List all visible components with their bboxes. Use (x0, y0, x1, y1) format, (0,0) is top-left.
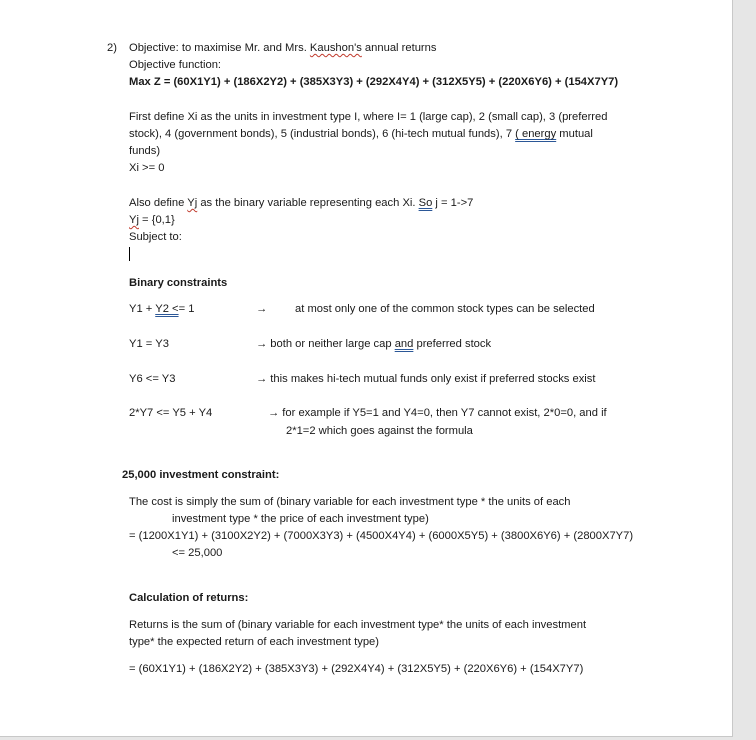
arrow-icon: → (256, 338, 268, 350)
definition-nonneg: Xi >= 0 (129, 162, 165, 174)
yj-set-post: = {0,1} (138, 214, 175, 226)
investment-text-2: investment type * the price of each investment type) (172, 513, 429, 525)
yj-post: j = 1->7 (432, 197, 474, 209)
returns-text-1: Returns is the sum of (binary variable for each investment type* the units of each investment (129, 619, 587, 631)
yj-so: So (418, 197, 433, 209)
yj-pre: Also define (129, 197, 188, 209)
arrow-icon: → (256, 373, 268, 385)
investment-formula: = (1200X1Y1) + (3100X2Y2) + (7000X3Y3) + (4500X4Y4) + (6000X5Y5) + (3800X6Y6) + (2800X7Y7) (129, 530, 634, 542)
objective-line (129, 40, 436, 56)
definition-line-2-post: mutual (556, 128, 593, 140)
binary-constraint-1-underlined: Y2 < (155, 303, 179, 315)
subject-to: Subject to: (129, 231, 182, 243)
returns-text-2: type* the expected return of each investment type) (129, 636, 379, 648)
objective-text-post: annual returns (361, 42, 437, 54)
investment-text-1: The cost is simply the sum of (binary variable for each investment type * the units of each (129, 496, 571, 508)
arrow-icon: → (268, 407, 280, 419)
binary-explain-2-pre: both or neither large cap (270, 338, 395, 350)
definition-line-2 (129, 126, 593, 142)
yj-set-word: Yj (129, 214, 139, 226)
binary-constraint-4: 2*Y7 <= Y5 + Y4 (129, 407, 213, 419)
objective-name: Kaushon's (309, 42, 362, 54)
binary-explain-2-and: and (394, 338, 414, 350)
yj-mid: as the binary variable representing each Xi. (197, 197, 419, 209)
definition-line-2-pre: stock), 4 (government bonds), 5 (industrial bonds), 6 (hi-tech mutual funds), 7 (129, 128, 516, 140)
objective-function-label: Objective function: (129, 59, 222, 71)
binary-heading: Binary constraints (129, 277, 228, 289)
arrow-icon: → (256, 303, 268, 315)
investment-limit: <= 25,000 (172, 547, 223, 559)
binary-constraint-3: Y6 <= Y3 (129, 373, 176, 385)
binary-constraint-2: Y1 = Y3 (129, 338, 169, 350)
binary-explain-3 (256, 371, 596, 387)
binary-explain-4 (268, 405, 607, 421)
binary-explain-1: at most only one of the common stock types can be selected (295, 303, 595, 315)
investment-heading: 25,000 investment constraint: (122, 469, 280, 481)
binary-explain-2-post: preferred stock (413, 338, 492, 350)
item-number: 2) (107, 42, 117, 54)
yj-word: Yj (187, 197, 198, 209)
definition-energy: ( energy (515, 128, 557, 140)
binary-constraint-1 (129, 301, 194, 317)
returns-formula: = (60X1Y1) + (186X2Y2) + (385X3Y3) + (292X4Y4) + (312X5Y5) + (220X6Y6) + (154X7Y7) (129, 663, 584, 675)
yj-definition (129, 195, 473, 211)
returns-heading: Calculation of returns: (129, 592, 249, 604)
binary-constraint-1-post: = 1 (178, 303, 195, 315)
binary-explain-3-text: this makes hi-tech mutual funds only exist if preferred stocks exist (270, 373, 596, 385)
binary-explain-4-line-1: for example if Y5=1 and Y4=0, then Y7 cannot exist, 2*0=0, and if (282, 407, 607, 419)
binary-constraint-1-pre: Y1 + (129, 303, 156, 315)
definition-line-1: First define Xi as the units in investment type I, where I= 1 (large cap), 2 (small cap), 3 (preferred (129, 111, 608, 123)
text-cursor (129, 247, 130, 261)
binary-explain-4-line-2: 2*1=2 which goes against the formula (286, 425, 473, 437)
objective-text-pre: Objective: to maximise Mr. and Mrs. (129, 42, 310, 54)
binary-explain-2 (256, 336, 491, 352)
max-z-formula: Max Z = (60X1Y1) + (186X2Y2) + (385X3Y3) + (292X4Y4) + (312X5Y5) + (220X6Y6) + (154X7Y7) (129, 76, 619, 88)
definition-line-3: funds) (129, 145, 161, 157)
yj-set (129, 212, 175, 228)
